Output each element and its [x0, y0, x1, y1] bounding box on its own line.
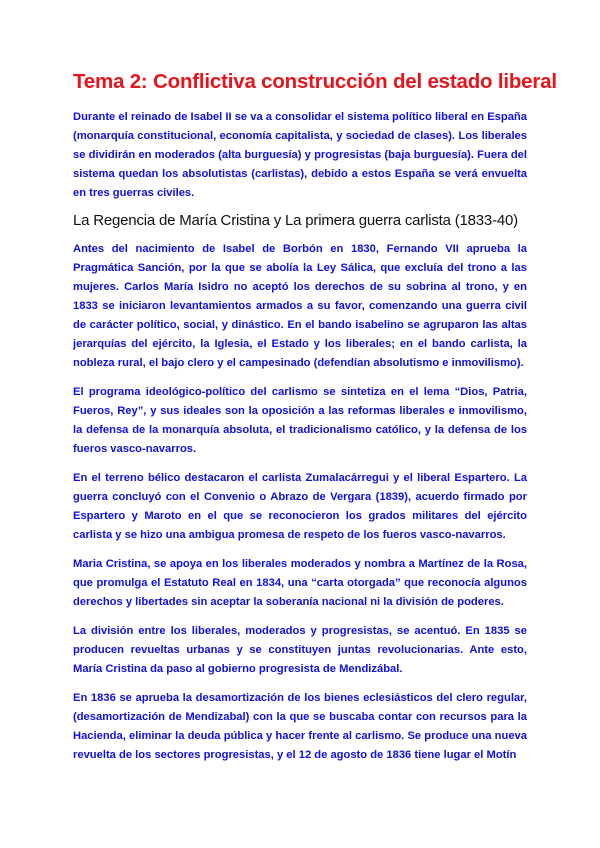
- body-paragraph-pragmatica: Antes del nacimiento de Isabel de Borbón en 1830, Fernando VII aprueba la Pragmática Sanción, por la que se abolía la Ley Sálica, que excluía del trono a las mujeres. Carlos María Isidro no aceptó los derechos de su sobrina al trono, y en 1833 se iniciaron levantamientos armados a su favor, comenzando una guerra civil de carácter político, social, y dinástico. En el bando isabelino se agruparon las altas jerarquías del ejército, la Iglesia, el Estado y los liberales; en el bando carlista, la nobleza rural, el bajo clero y el campesinado (defendían absolutismo e inmovilismo).: [73, 243, 527, 369]
- intro-paragraph: Durante el reinado de Isabel II se va a consolidar el sistema político liberal en España (monarquía constitucional, economía capitalista, y sociedad de clases). Los liberales se dividirán en moderados (alta burguesía) y progresistas (baja burguesía). Fuera del sistema quedan los absolutistas (carlistas), debido a estos España se verá envuelta en tres guerras civiles.: [73, 111, 527, 199]
- body-paragraph-division-liberales: La división entre los liberales, moderados y progresistas, se acentuó. En 1835 se producen revueltas urbanas y se constituyen juntas revolucionarias. Ante esto, María Cristina da paso al gobierno progresista de Mendizábal.: [73, 625, 527, 675]
- body-paragraph-carlismo: El programa ideológico-político del carlismo se sintetiza en el lema “Dios, Patria, Fueros, Rey”, y sus ideales son la oposición a las reformas liberales e inmovilismo, la defensa de la monarquía absoluta, el tradicionalismo católico, y la defensa de los fueros vasco-navarros.: [73, 386, 527, 455]
- body-paragraph-estatuto-real: Maria Cristina, se apoya en los liberales moderados y nombra a Martínez de la Rosa, que promulga el Estatuto Real en 1834, una “carta otorgada” que reconocía algunos derechos y libertades sin aceptar la soberanía nacional ni la división de poderes.: [73, 558, 527, 608]
- document-title: Tema 2: Conflictiva construcción del estado liberal: [73, 70, 557, 93]
- body-paragraph-guerra: En el terreno bélico destacaron el carlista Zumalacárregui y el liberal Espartero. La guerra concluyó con el Convenio o Abrazo de Vergara (1839), acuerdo firmado por Espartero y Maroto en el que se reconocieron los grados militares del ejército carlista y se hizo una ambigua promesa de respeto de los fueros vasco-navarros.: [73, 472, 527, 541]
- section-heading: La Regencia de María Cristina y La primera guerra carlista (1833-40): [73, 212, 518, 229]
- body-paragraph-desamortizacion: En 1836 se aprueba la desamortización de los bienes eclesiásticos del clero regular, (desamortización de Mendizabal) con la que se buscaba contar con recursos para la Hacienda, eliminar la deuda pública y hacer frente al carlismo. Se produce una nueva revuelta de los sectores progresistas, y el 12 de agosto de 1836 tiene lugar el Motín: [73, 692, 527, 761]
- page-bottom-margin: [0, 788, 600, 848]
